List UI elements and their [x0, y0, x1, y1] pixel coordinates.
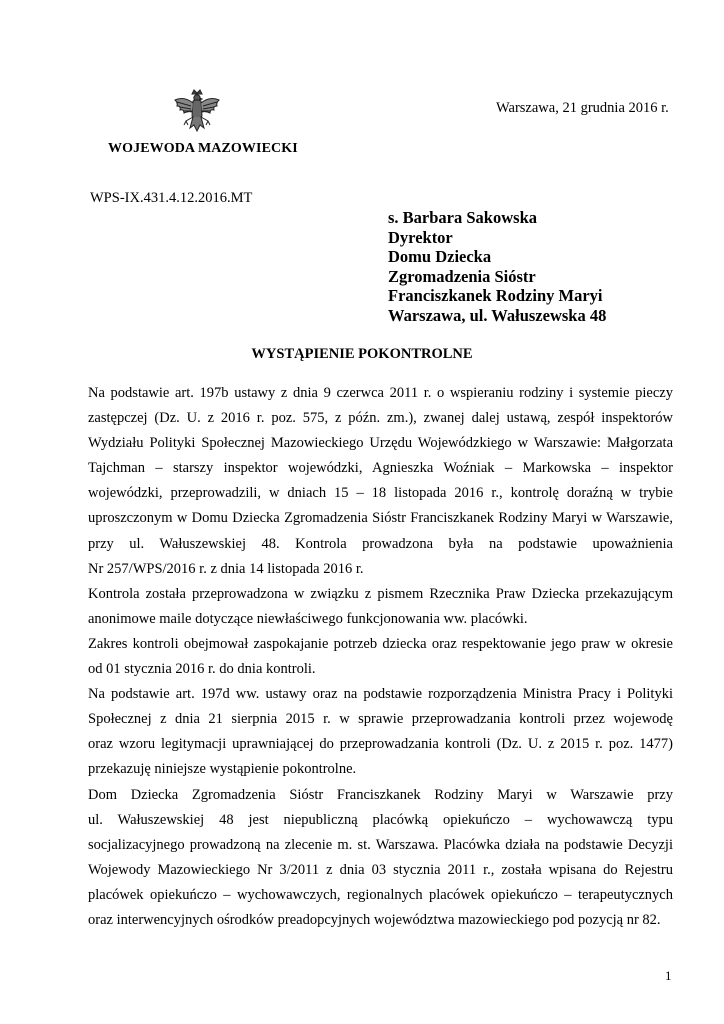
recipient-institution-line: Zgromadzenia Sióstr	[388, 266, 536, 286]
body-line: placówek opiekuńczo – wychowawczych, regionalnych placówek opiekuńczo – terapeutycznych	[88, 886, 673, 903]
body-line: Dom Dziecka Zgromadzenia Sióstr Franciszkanek Rodziny Maryi w Warszawie przy	[88, 786, 673, 803]
polish-eagle-emblem-icon	[172, 88, 222, 140]
recipient-institution-line: Franciszkanek Rodziny Maryi	[388, 286, 603, 306]
body-line: uproszczonym w Domu Dziecka Zgromadzenia Sióstr Franciszkanek Rodziny Maryi w Warszawie,	[88, 510, 673, 527]
recipient-address	[388, 208, 606, 326]
recipient-street-address: Warszawa, ul. Wałuszewska 48	[388, 305, 607, 325]
body-line: przy ul. Wałuszewskiej 48. Kontrola prowadzona była na podstawie upoważnienia	[88, 535, 673, 552]
recipient-institution-line: Domu Dziecka	[388, 247, 492, 267]
body-line: socjalizacyjnego prowadzoną na zlecenie m. st. Warszawa. Placówka działa na podstawie Decyzji	[88, 836, 673, 853]
page-number: 1	[665, 968, 672, 983]
body-line: Społecznej z dnia 21 sierpnia 2015 r. w sprawie przeprowadzania kontroli przez wojewodę	[88, 711, 673, 728]
body-line: anonimowe maile dotyczące niewłaściwego funkcjonowania ww. placówki.	[88, 610, 528, 627]
body-line: zastępczej (Dz. U. z 2016 r. poz. 575, z późn. zm.), zwanej dalej ustawą, zespół inspektorów	[88, 410, 673, 427]
body-line: Wojewody Mazowieckiego Nr 3/2011 z dnia 03 stycznia 2011 r., została wpisana do Rejestru	[88, 861, 673, 878]
recipient-name: s. Barbara Sakowska	[388, 208, 537, 227]
body-line: Tajchman – starszy inspektor wojewódzki, Agnieszka Woźniak – Markowska – inspektor	[88, 460, 673, 477]
body-line: Zakres kontroli obejmował zaspokajanie potrzeb dziecka oraz respektowanie jego praw w okresie	[88, 635, 673, 652]
body-line: Na podstawie art. 197d ww. ustawy oraz na podstawie rozporządzenia Ministra Pracy i Polityki	[88, 686, 673, 703]
letter-date: Warszawa, 21 grudnia 2016 r.	[496, 100, 669, 116]
body-line: wojewódzki, przeprowadzili, w dniach 15 – 18 listopada 2016 r., kontrolę doraźną w trybie	[88, 485, 673, 502]
body-line: oraz wzoru legitymacji uprawniającej do przeprowadzania kontroli (Dz. U. z 2015 r. poz. 1477)	[88, 736, 673, 753]
recipient-position: Dyrektor	[388, 227, 453, 247]
body-line: przekazuję niniejsze wystąpienie pokontrolne.	[88, 761, 357, 778]
reference-number: WPS-IX.431.4.12.2016.MT	[90, 190, 253, 206]
body-line: Nr 257/WPS/2016 r. z dnia 14 listopada 2016 r.	[88, 560, 364, 577]
body-line: ul. Wałuszewskiej 48 jest niepubliczną placówką opiekuńczo – wychowawczą typu	[88, 811, 673, 828]
body-line: Kontrola została przeprowadzona w związku z pismem Rzecznika Praw Dziecka przekazującym	[88, 585, 673, 602]
body-line: oraz interwencyjnych ośrodków preadopcyjnych województwa mazowieckiego pod pozycją nr 82.	[88, 911, 661, 928]
body-line: od 01 stycznia 2016 r. do dnia kontroli.	[88, 661, 316, 678]
document-body	[88, 381, 673, 933]
document-title: WYSTĄPIENIE POKONTROLNE	[251, 346, 473, 362]
issuing-authority: WOJEWODA MAZOWIECKI	[108, 141, 298, 156]
body-line: Na podstawie art. 197b ustawy z dnia 9 czerwca 2011 r. o wspieraniu rodziny i systemie pieczy	[88, 385, 673, 401]
body-line: Wydziału Polityki Społecznej Mazowieckiego Urzędu Wojewódzkiego w Warszawie: Małgorzata	[88, 435, 673, 452]
